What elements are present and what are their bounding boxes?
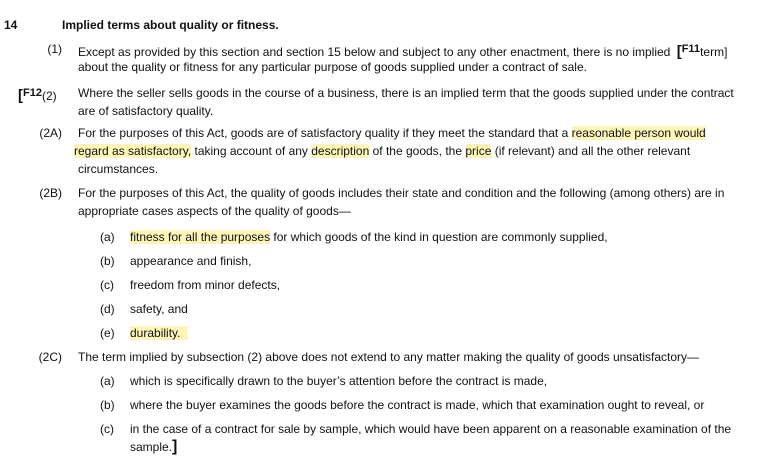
amendment-marker-f12[interactable]: F12 (23, 87, 42, 99)
list-item-text: in the case of a contract for sale by sample, which would have been apparent on a reasonable examination of the (130, 422, 732, 436)
highlighted-text: fitness for all the purposes (130, 230, 271, 244)
subsection-2-marker (18, 84, 57, 105)
list-item-number: (a) (100, 374, 115, 388)
subsection-2-line-2: are of satisfactory quality. (78, 104, 214, 118)
list-item-number: (b) (100, 398, 115, 412)
highlighted-text: price (465, 144, 492, 158)
list-item-text: where the buyer examines the goods before the contract is made, which that examination ought to reveal, or (130, 398, 705, 412)
subsection-number: (2A) (39, 126, 62, 140)
amendment-text: term] (700, 45, 728, 59)
subsection-1-text: Except as provided by this section and section 15 below and subject to any other enactment, there is no implied (78, 45, 671, 59)
list-item-number: (a) (100, 230, 115, 244)
list-item-text: safety, and (130, 302, 188, 316)
subsection-2b-line: For the purposes of this Act, the quality of goods includes their state and condition and the following (among others) are in (78, 186, 725, 200)
amendment-bracket-open: [ (18, 87, 23, 104)
list-item-text: for which goods of the kind in question are commonly supplied, (270, 230, 608, 244)
subsection-2a-line-3: circumstances. (78, 162, 159, 176)
list-item-number: (c) (100, 278, 114, 292)
highlighted-text: reasonable person would (571, 126, 706, 140)
subsection-number: (2B) (39, 186, 62, 200)
highlighted-text: description (311, 144, 370, 158)
subsection-number: (2C) (38, 350, 62, 364)
highlighted-text: regard as satisfactory, (74, 144, 192, 158)
list-item-text: freedom from minor defects, (130, 278, 281, 292)
list-item (130, 324, 188, 342)
list-item-continuation (130, 438, 177, 456)
list-item-text: which is specifically drawn to the buyer’s attention before the contract is made, (130, 374, 548, 388)
amendment-marker-f11[interactable]: F11 (681, 43, 701, 55)
list-item (130, 228, 608, 246)
subsection-2a-line-2 (74, 142, 690, 160)
subsection-2b-line-2: appropriate cases aspects of the quality of goods— (78, 204, 351, 218)
section-title: Implied terms about quality or fitness. (62, 18, 279, 32)
subsection-2-line: Where the seller sells goods in the course of a business, there is an implied term that the goods supplied under the contract (78, 86, 734, 100)
list-item-number: (b) (100, 254, 115, 268)
subsection-2c-line: The term implied by subsection (2) above does not extend to any matter making the quality of goods unsatisfactory— (78, 350, 699, 364)
amendment-bracket-close: ] (172, 438, 178, 455)
text-fragment: (if relevant) and all the other relevant (491, 144, 691, 158)
subsection-number: (1) (47, 42, 62, 56)
list-item-text: sample. (130, 440, 173, 454)
subsection-1-line-2: about the quality or fitness for any particular purpose of goods supplied under a contract of sale. (78, 60, 587, 74)
text-fragment: taking account of any (191, 144, 312, 158)
subsection-number: (2) (41, 89, 57, 103)
highlighted-text: durability. (130, 326, 188, 340)
amendment-bracket-open: [ (676, 43, 682, 60)
list-item-number: (d) (100, 302, 115, 316)
text-fragment: of the goods, the (369, 144, 466, 158)
list-item-text: appearance and finish, (130, 254, 252, 268)
text-fragment: For the purposes of this Act, goods are of satisfactory quality if they meet the standard that a (78, 126, 572, 140)
section-number: 14 (4, 18, 18, 32)
subsection-2a-line (78, 124, 706, 142)
list-item-number: (e) (100, 326, 115, 340)
list-item-number: (c) (100, 422, 114, 436)
